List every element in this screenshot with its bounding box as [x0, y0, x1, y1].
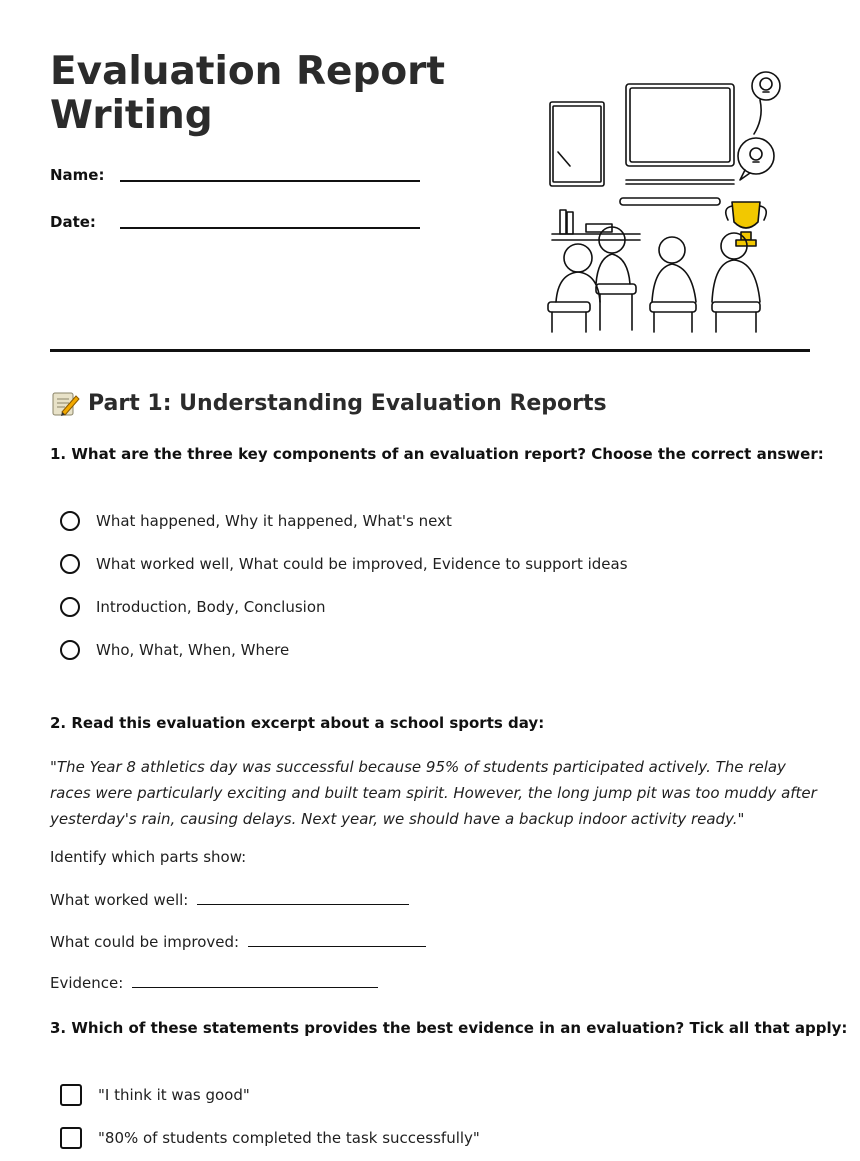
option-label: "I think it was good" — [98, 1086, 250, 1104]
date-label: Date: — [50, 213, 96, 231]
q3-option-2[interactable] — [60, 1127, 480, 1149]
option-label: What happened, Why it happened, What's next — [96, 512, 452, 530]
improved-field[interactable] — [50, 932, 426, 951]
whiteboard-icon — [626, 84, 734, 166]
evidence-label: Evidence: — [50, 974, 124, 992]
worked-well-label: What worked well: — [50, 891, 189, 909]
memo-icon — [50, 388, 80, 418]
identify-instruction: Identify which parts show: — [50, 848, 247, 866]
question-1: 1. What are the three key components of an evaluation report? Choose the correct answer: — [50, 445, 824, 463]
worked-well-field[interactable] — [50, 890, 409, 909]
radio-button[interactable] — [60, 640, 80, 660]
q1-option-1[interactable] — [60, 511, 452, 531]
radio-button[interactable] — [60, 511, 80, 531]
checkbox[interactable] — [60, 1127, 82, 1149]
option-label: Introduction, Body, Conclusion — [96, 598, 326, 616]
date-line[interactable] — [120, 227, 420, 229]
worked-well-blank[interactable] — [197, 890, 409, 905]
q3-option-1[interactable] — [60, 1084, 250, 1106]
q1-option-2[interactable] — [60, 554, 628, 574]
q1-option-4[interactable] — [60, 640, 289, 660]
name-line[interactable] — [120, 180, 420, 182]
header-divider — [50, 349, 810, 352]
section-heading-text: Part 1: Understanding Evaluation Reports — [88, 390, 607, 416]
checkbox[interactable] — [60, 1084, 82, 1106]
section-heading-part1 — [50, 388, 607, 418]
students-group — [556, 227, 760, 302]
option-label: Who, What, When, Where — [96, 641, 290, 659]
page-title: Evaluation Report Writing — [50, 49, 446, 138]
evidence-field[interactable] — [50, 973, 378, 992]
door-icon — [550, 102, 604, 186]
question-2: 2. Read this evaluation excerpt about a school sports day: — [50, 714, 545, 732]
option-label: "80% of students completed the task successfully" — [98, 1129, 480, 1147]
evidence-blank[interactable] — [132, 973, 378, 988]
evaluation-excerpt: "The Year 8 athletics day was successful because 95% of students participated actively. The relay races were particularly exciting and built team spirit. However, the long jump pit was too muddy after yesterday's rain, causing delays. Next year, we should have a backup indoor activity ready." — [50, 758, 817, 828]
question-3: 3. Which of these statements provides the best evidence in an evaluation? Tick all that apply: — [50, 1019, 848, 1037]
q1-option-3[interactable] — [60, 597, 326, 617]
name-label: Name: — [50, 166, 105, 184]
improved-blank[interactable] — [248, 932, 426, 947]
name-field[interactable] — [50, 166, 104, 184]
lightbulb-icon — [752, 72, 780, 100]
option-label: What worked well, What could be improved, Evidence to support ideas — [96, 555, 628, 573]
classroom-illustration — [540, 62, 790, 334]
date-field[interactable] — [50, 213, 96, 231]
improved-label: What could be improved: — [50, 933, 240, 951]
radio-button[interactable] — [60, 554, 80, 574]
radio-button[interactable] — [60, 597, 80, 617]
